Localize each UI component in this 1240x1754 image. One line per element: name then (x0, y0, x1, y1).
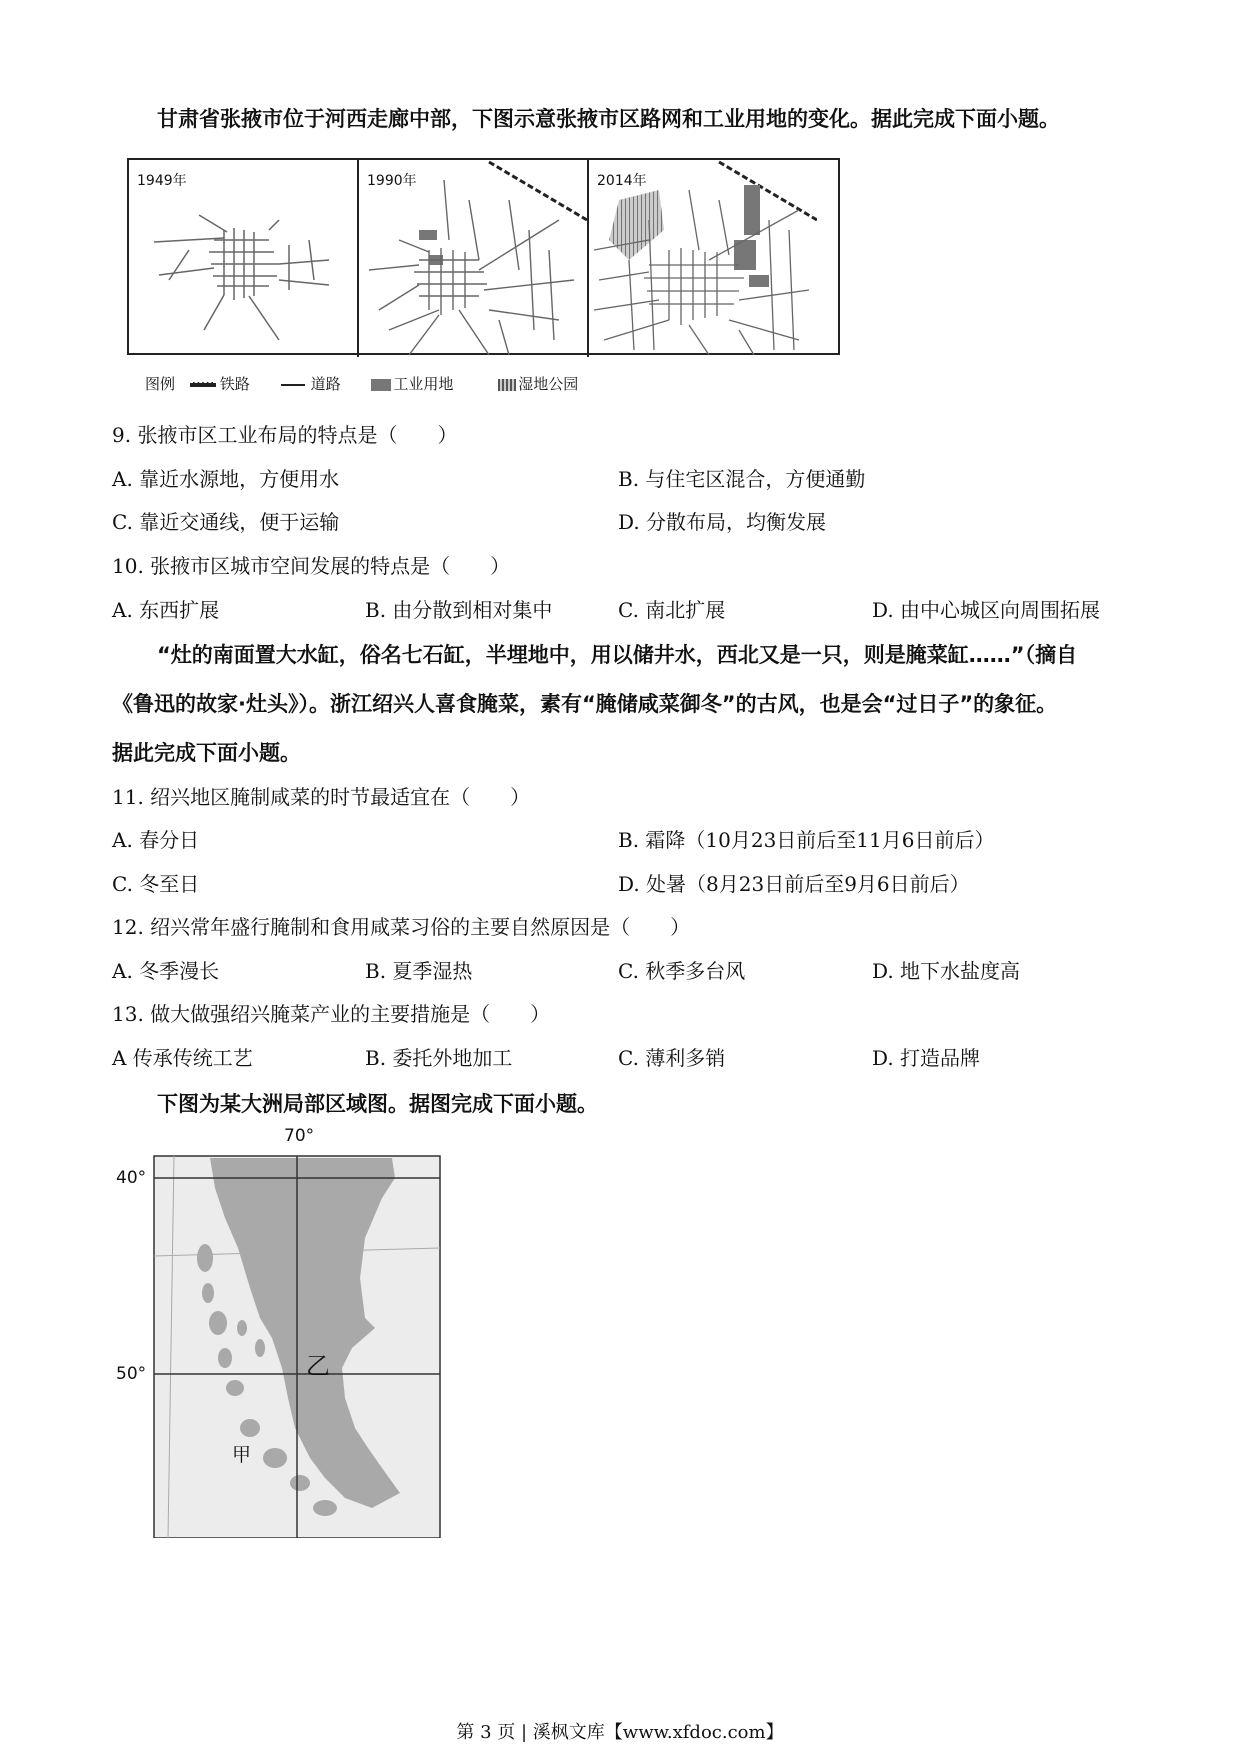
road-network-1990 (359, 160, 587, 357)
page-footer: 第 3 页 | 溪枫文库【www.xfdoc.com】 (456, 1722, 784, 1743)
question-11-stem: 11. 绍兴地区腌制咸菜的时节最适宜在（ ） (112, 785, 531, 809)
map-panel-1990 (359, 160, 589, 357)
railway-legend-icon (190, 382, 216, 387)
intro-paragraph-3: 下图为某大洲局部区域图。据图完成下面小题。 (157, 1092, 598, 1116)
question-9-option-d: D. 分散布局，均衡发展 (618, 510, 827, 534)
question-13-option-d: D. 打造品牌 (872, 1046, 981, 1070)
map-panel-2014 (589, 160, 817, 357)
question-9-option-b: B. 与住宅区混合，方便通勤 (618, 467, 866, 491)
question-10-option-c: C. 南北扩展 (618, 598, 726, 622)
question-13-stem: 13. 做大做强绍兴腌菜产业的主要措施是（ ） (112, 1002, 551, 1026)
intro-paragraph-2-line-3: 据此完成下面小题。 (112, 741, 301, 765)
question-12-option-a: A. 冬季漫长 (112, 959, 220, 983)
intro-paragraph-2-line-2: 《鲁迅的故家·灶头》）。浙江绍兴人喜食腌菜，素有“腌储咸菜御冬”的古风，也是会“过日子”的象征。 (112, 692, 1058, 716)
legend-industrial: 工业用地 (393, 375, 454, 393)
map-panel-1949 (129, 160, 359, 357)
panel-year-label: 1949年 (137, 173, 187, 189)
intro-paragraph-1: 甘肃省张掖市位于河西走廊中部，下图示意张掖市区路网和工业用地的变化。据此完成下面小题。 (157, 107, 1060, 131)
question-11-option-a: A. 春分日 (112, 828, 200, 852)
question-9-option-a: A. 靠近水源地，方便用水 (112, 467, 340, 491)
longitude-70-label: 70° (284, 1126, 315, 1146)
question-10-option-a: A. 东西扩展 (112, 598, 220, 622)
question-10-option-d: D. 由中心城区向周围拓展 (872, 598, 1101, 622)
legend-title: 图例 (145, 375, 176, 393)
panel-year-label: 1990年 (367, 173, 417, 189)
panel-year-label: 2014年 (597, 173, 647, 189)
latitude-40-label: 40° (116, 1168, 147, 1188)
question-9-option-c: C. 靠近交通线，便于运输 (112, 510, 340, 534)
label-jia: 甲 (232, 1444, 252, 1466)
road-network-2014 (589, 160, 817, 357)
question-11-option-c: C. 冬至日 (112, 872, 200, 896)
zhangye-map-figure (127, 158, 840, 355)
question-12-stem: 12. 绍兴常年盛行腌制和食用咸菜习俗的主要自然原因是（ ） (112, 915, 691, 939)
question-10-option-b: B. 由分散到相对集中 (365, 598, 553, 622)
latitude-50-label: 50° (116, 1364, 147, 1384)
legend-wetland: 湿地公园 (518, 375, 579, 393)
label-yi: 乙 (306, 1352, 330, 1380)
question-12-option-d: D. 地下水盐度高 (872, 959, 1021, 983)
question-13-option-a: A 传承传统工艺 (112, 1046, 253, 1070)
region-map-svg (110, 1128, 450, 1538)
road-legend-icon (281, 384, 305, 386)
question-12-option-c: C. 秋季多台风 (618, 959, 746, 983)
question-11-option-d: D. 处暑（8月23日前后至9月6日前后） (618, 872, 970, 896)
question-13-option-b: B. 委托外地加工 (365, 1046, 513, 1070)
question-11-option-b: B. 霜降（10月23日前后至11月6日前后） (618, 828, 995, 852)
map-legend (145, 373, 578, 395)
legend-road: 道路 (310, 375, 341, 393)
legend-railway: 铁路 (219, 375, 250, 393)
question-9-stem: 9. 张掖市区工业布局的特点是（ ） (112, 423, 458, 447)
question-10-stem: 10. 张掖市区城市空间发展的特点是（ ） (112, 554, 511, 578)
intro-paragraph-2-line-1: “灶的南面置大水缸，俗名七石缸，半埋地中，用以储井水，西北又是一只，则是腌菜缸……”（摘自 (157, 643, 1078, 667)
question-12-option-b: B. 夏季湿热 (365, 959, 473, 983)
question-13-option-c: C. 薄利多销 (618, 1046, 726, 1070)
continent-region-map (110, 1128, 450, 1538)
road-network-1949 (129, 160, 357, 357)
industrial-land-legend-icon (371, 379, 391, 391)
wetland-park-legend-icon (498, 379, 516, 391)
